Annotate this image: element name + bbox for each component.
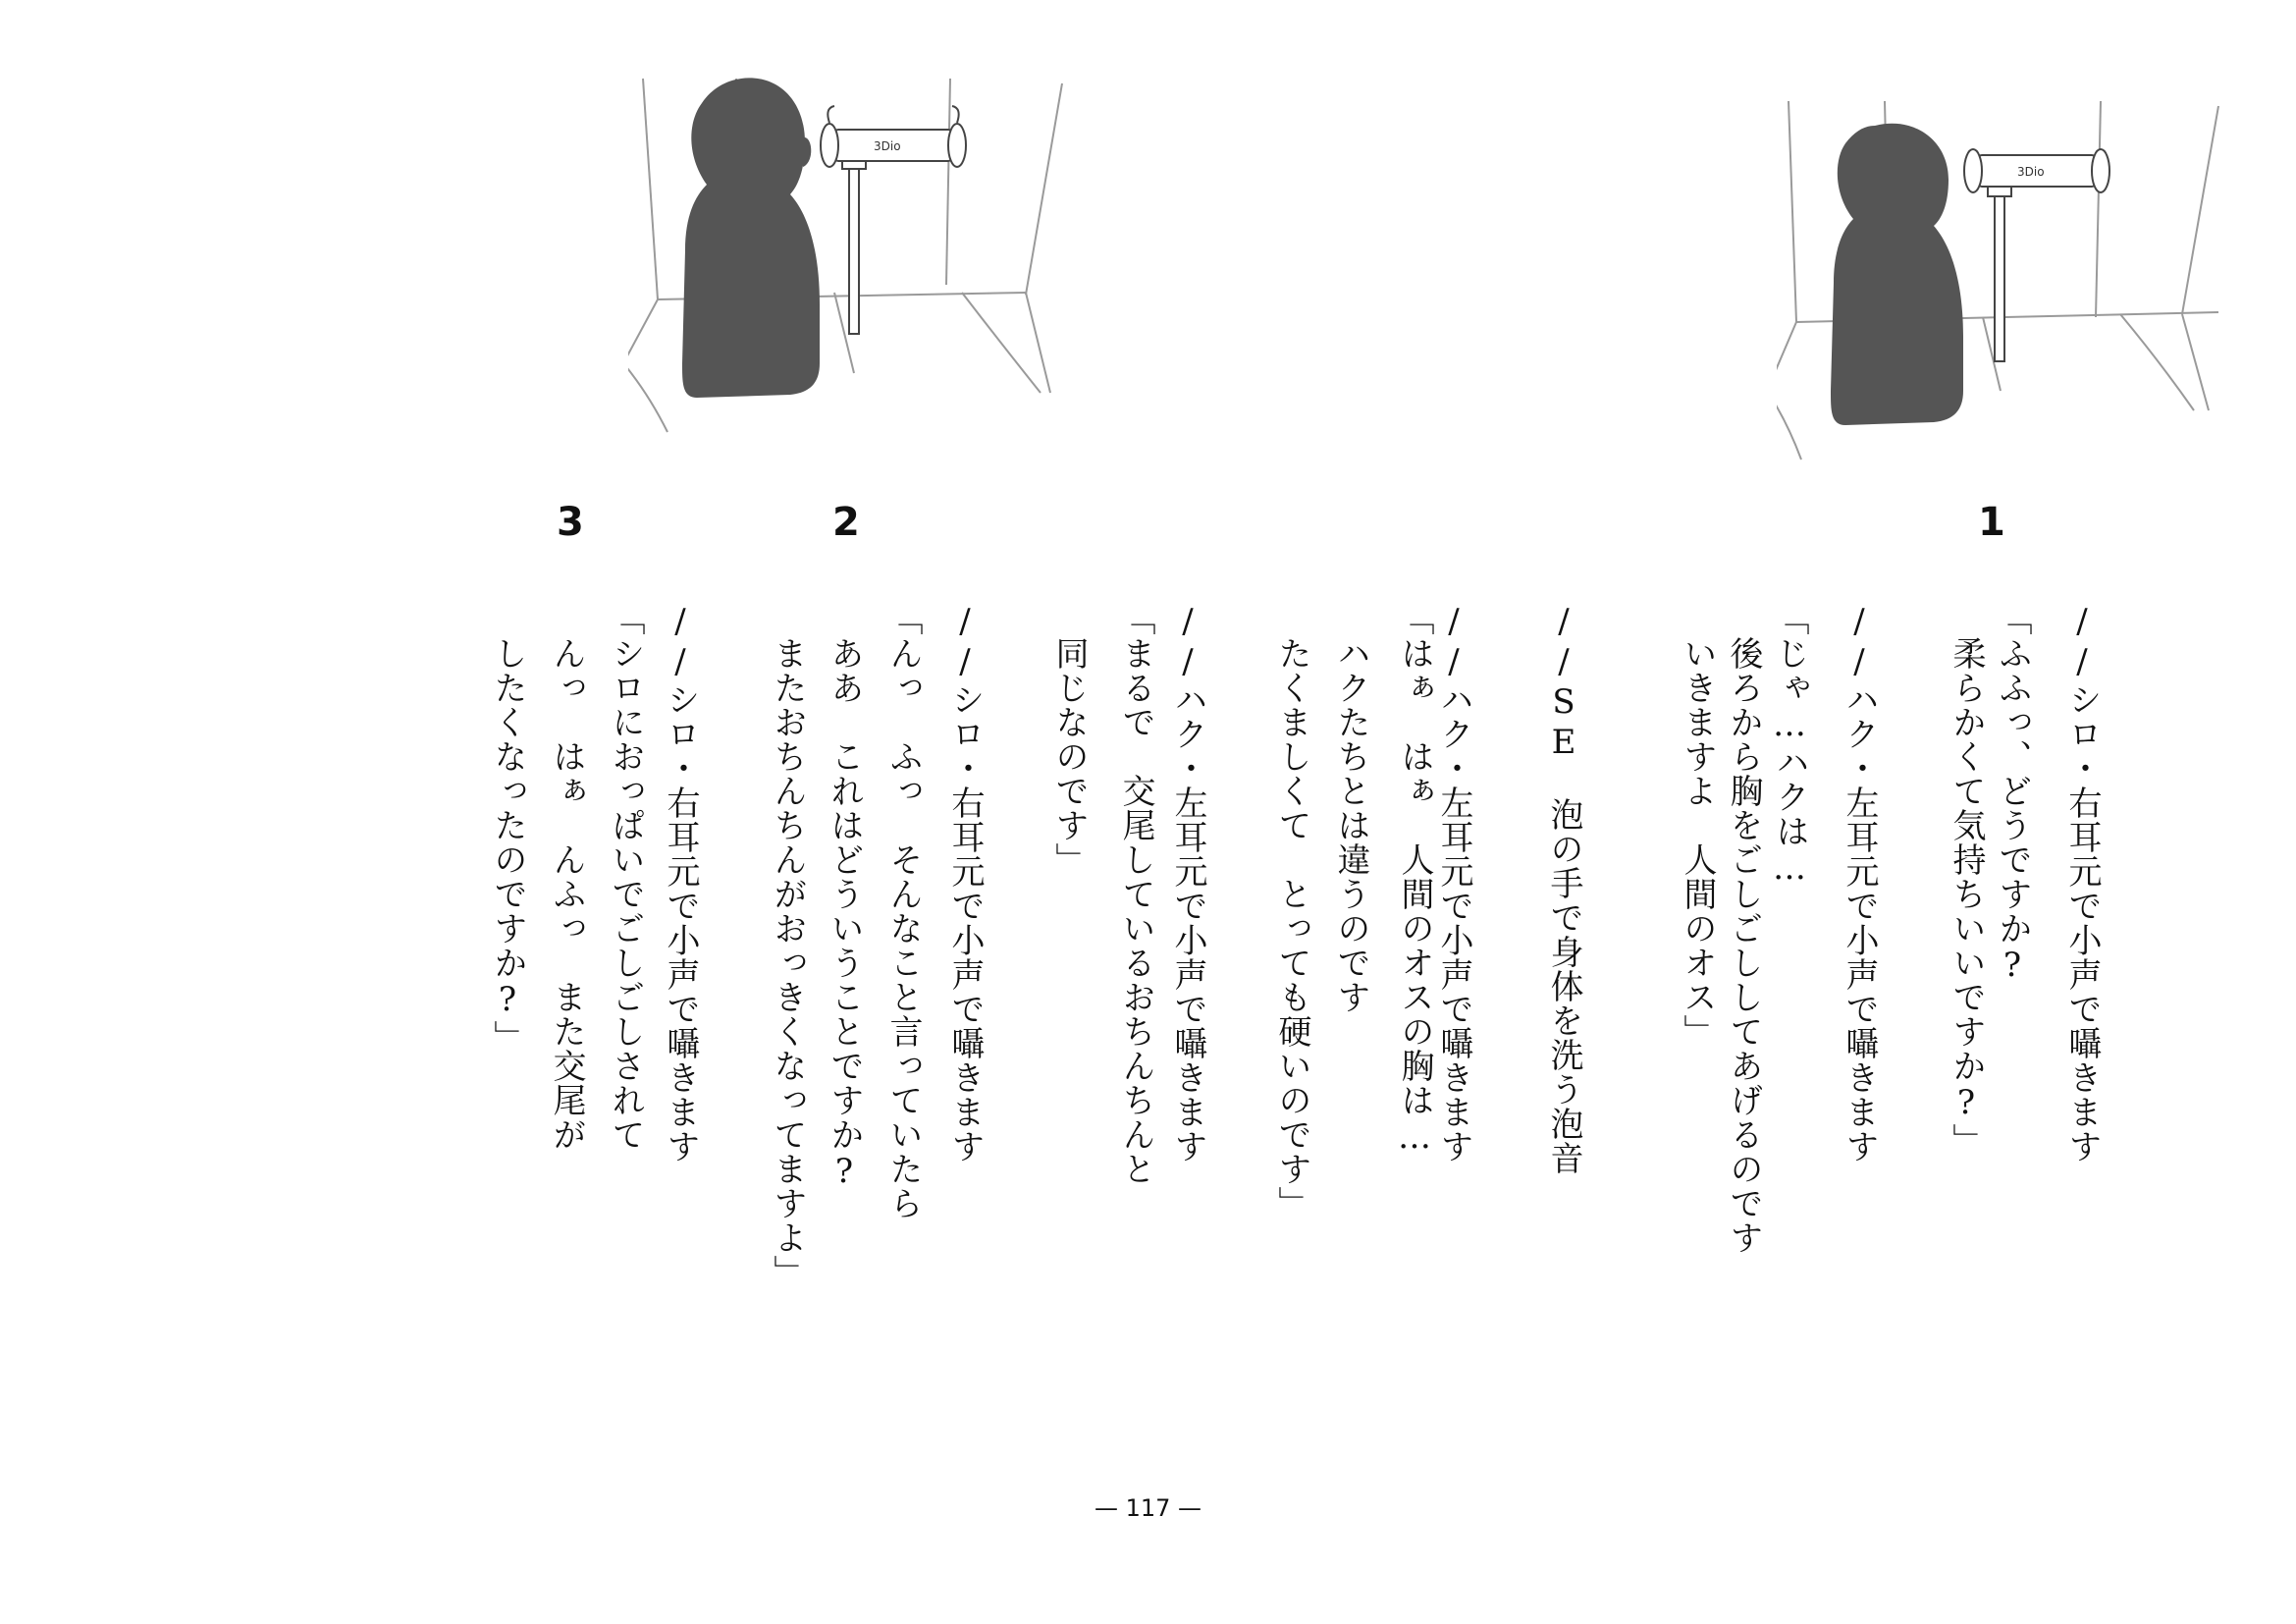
script-line: んっ はぁ んふっ また交尾が [547, 602, 586, 1152]
script-line: //ハク・左耳元で小声で囁きます [1840, 602, 1879, 1164]
script-line: //SE 泡の手で身体を洗う泡音 [1544, 602, 1583, 1175]
script-line: 「はぁ はぁ 人間のオスの胸は… [1395, 602, 1434, 1158]
script-line: 後ろから胸をごしごししてあげるのです [1724, 602, 1763, 1255]
script-line: いきますよ 人間のオス」 [1678, 602, 1717, 1049]
script-line: ハクたちとは違うのです [1331, 602, 1370, 1014]
script-line: 柔らかくて気持ちいいですか?」 [1947, 602, 1986, 1158]
page-number: — 117 — [1094, 1494, 1202, 1522]
script-line: またおちんちんがおっきくなってますよ」 [768, 602, 807, 1289]
script-line: //シロ・右耳元で小声で囁きます [661, 602, 700, 1164]
illustration-right [1777, 96, 2228, 489]
mic-label: 3Dio [874, 139, 901, 153]
script-line: 同じなのです」 [1049, 602, 1089, 877]
script-line: たくましくて とっても硬いのです」 [1272, 602, 1311, 1220]
script-line: 「まるで 交尾しているおちんちんと [1116, 602, 1155, 1186]
script-line: 「シロにおっぱいでごしごしされて [606, 602, 645, 1152]
script-line: //シロ・右耳元で小声で囁きます [945, 602, 985, 1164]
script-line: //シロ・右耳元で小声で囁きます [2062, 602, 2102, 1164]
script-line: 「んっ ふっ そんなこと言っていたら [883, 602, 923, 1220]
script-line: 「じゃ…ハクは… [1770, 602, 1809, 889]
position-marker-1: 1 [1978, 500, 2005, 545]
script-line: 「ふふっ、どうですか? [1993, 602, 2032, 986]
position-marker-3: 3 [557, 500, 584, 545]
script-line: //ハク・左耳元で小声で囁きます [1434, 602, 1473, 1164]
script-line: ああ これはどういうことですか? [825, 602, 864, 1192]
script-line: したくなったのですか?」 [488, 602, 527, 1055]
script-line: //ハク・左耳元で小声で囁きます [1168, 602, 1207, 1164]
position-marker-2: 2 [832, 500, 860, 545]
illustration-left [628, 69, 1070, 461]
mic-label-right: 3Dio [2017, 165, 2045, 179]
